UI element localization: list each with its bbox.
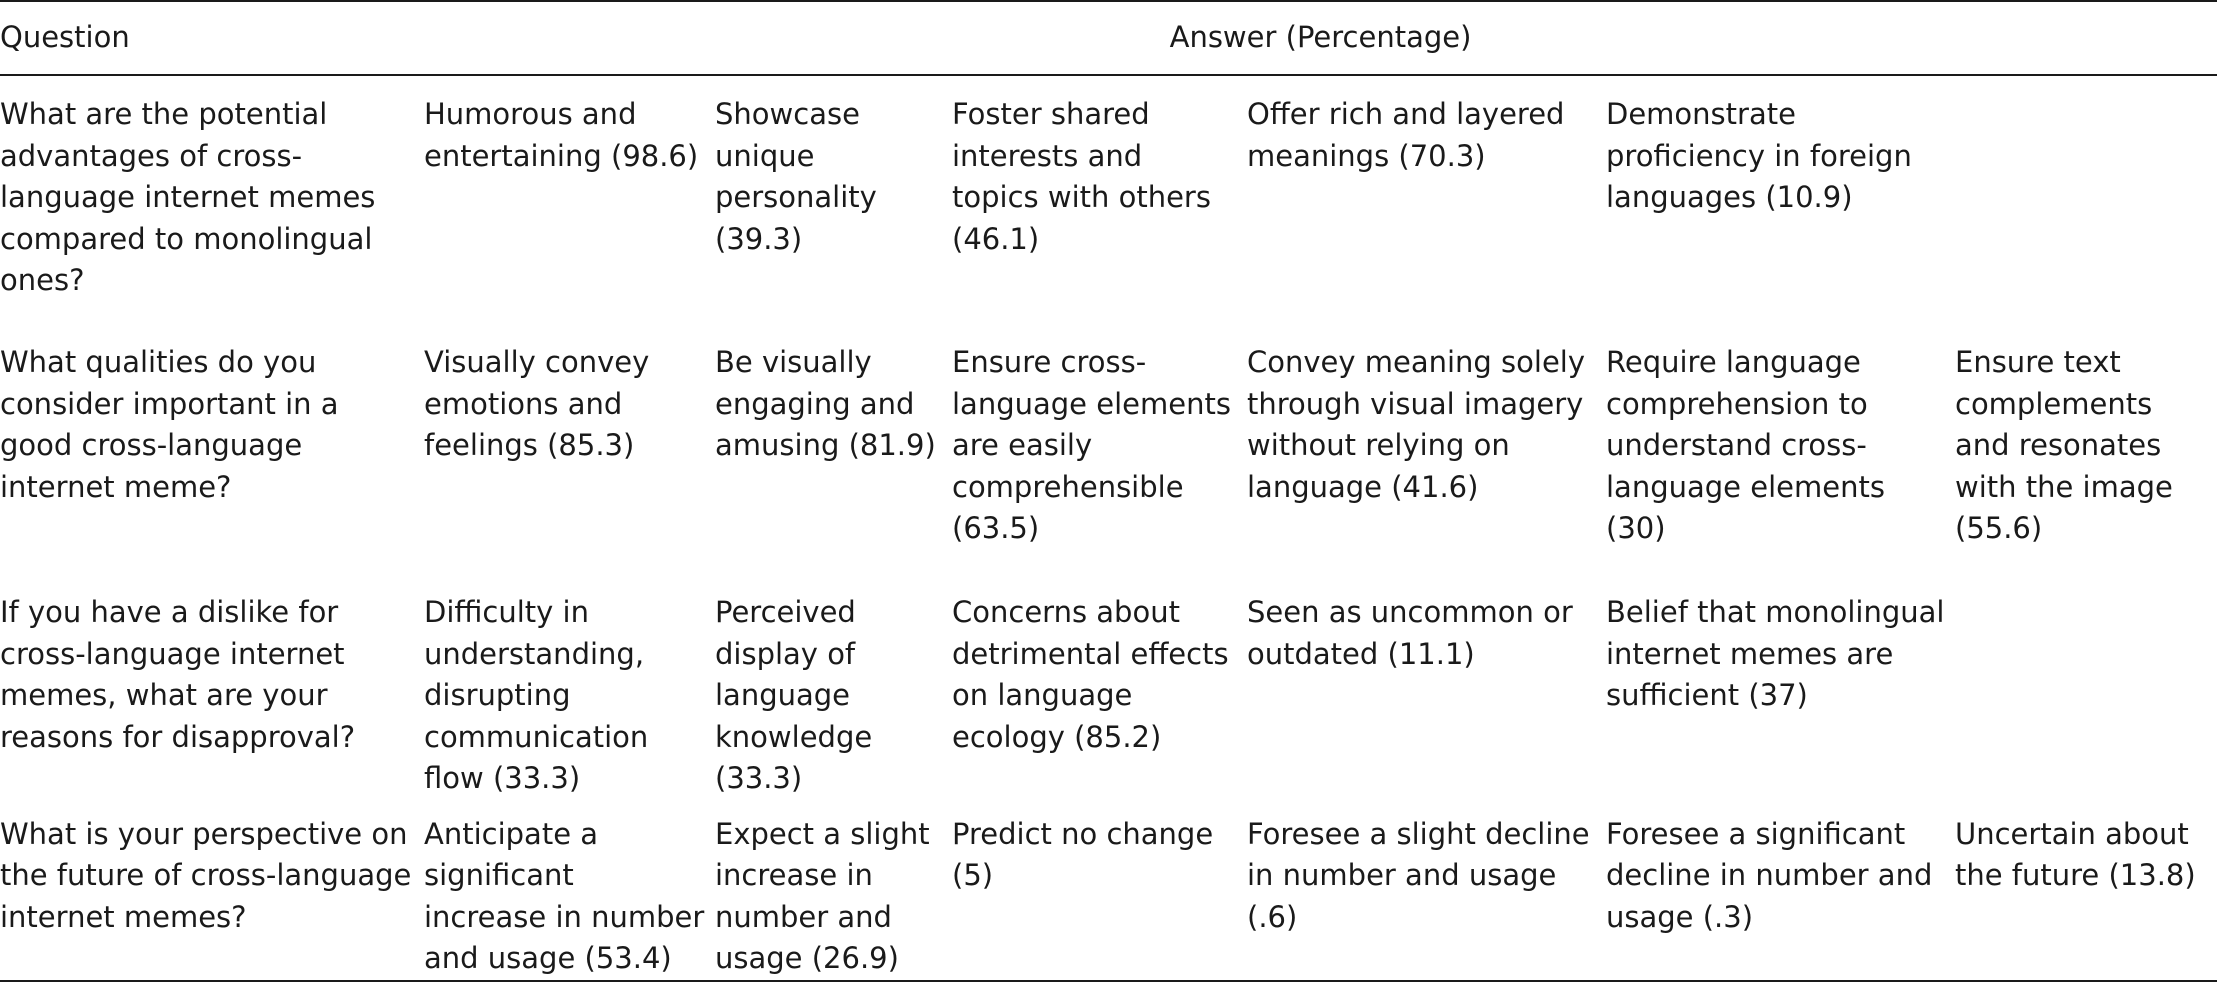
answer-cell: Concerns about detrimental effects on language ecology (85.2) [952, 595, 1229, 754]
answer-cell: Foresee a slight decline in number and usage (.6) [1247, 816, 1590, 934]
question-cell: What is your perspective on the future of cross-language internet memes? [0, 816, 412, 934]
answer-cell: Seen as uncommon or outdated (11.1) [1247, 595, 1573, 671]
answer-cell: Expect a slight increase in number and usage (26.9) [715, 816, 930, 975]
answer-cell: Be visually engaging and amusing (81.9) [715, 345, 936, 462]
table-row [0, 75, 2217, 326]
answer-cell: Require language comprehension to understand cross-language elements (30) [1606, 345, 1885, 545]
answer-cell: Ensure cross-language elements are easily comprehensible (63.5) [952, 345, 1231, 545]
answer-cell: Predict no change (5) [952, 816, 1214, 892]
question-column-header: Question [0, 1, 424, 75]
header-row [0, 1, 2217, 75]
answer-cell: Difficulty in understanding, disrupting communication flow (33.3) [424, 595, 649, 795]
answer-cell: Humorous and entertaining (98.6) [424, 97, 699, 173]
question-cell: What are the potential advantages of cross-language internet memes compared to monolingual ones? [0, 97, 376, 297]
table-row [0, 576, 2217, 800]
answer-cell: Foster shared interests and topics with others (46.1) [952, 97, 1211, 256]
answer-cell: Visually convey emotions and feelings (85.3) [424, 345, 650, 462]
table-row [0, 326, 2217, 576]
question-cell: If you have a dislike for cross-language internet memes, what are your reasons for disapproval? [0, 595, 356, 754]
table-header [0, 1, 2217, 75]
answer-cell: Perceived display of language knowledge (33.3) [715, 595, 873, 795]
answer-cell: Offer rich and layered meanings (70.3) [1247, 97, 1565, 173]
answer-cell: Foresee a significant decline in number and usage (.3) [1606, 816, 1933, 934]
answer-cell [1955, 75, 2217, 326]
answer-cell: Uncertain about the future (13.8) [1955, 816, 2196, 892]
answer-column-header: Answer (Percentage) [424, 1, 2217, 75]
question-cell: What qualities do you consider important in a good cross-language internet meme? [0, 345, 339, 504]
answer-cell: Demonstrate proficiency in foreign languages (10.9) [1606, 97, 1912, 214]
answer-cell: Belief that monolingual internet memes are sufficient (37) [1606, 595, 1945, 712]
answer-cell: Showcase unique personality (39.3) [715, 97, 877, 256]
table-row [0, 800, 2217, 981]
table-body [0, 75, 2217, 981]
answer-cell: Convey meaning solely through visual imagery without relying on language (41.6) [1247, 345, 1586, 504]
answer-cell: Anticipate a significant increase in number and usage (53.4) [424, 816, 705, 975]
answer-cell [1955, 576, 2217, 800]
answer-cell: Ensure text complements and resonates with the image (55.6) [1955, 345, 2173, 545]
